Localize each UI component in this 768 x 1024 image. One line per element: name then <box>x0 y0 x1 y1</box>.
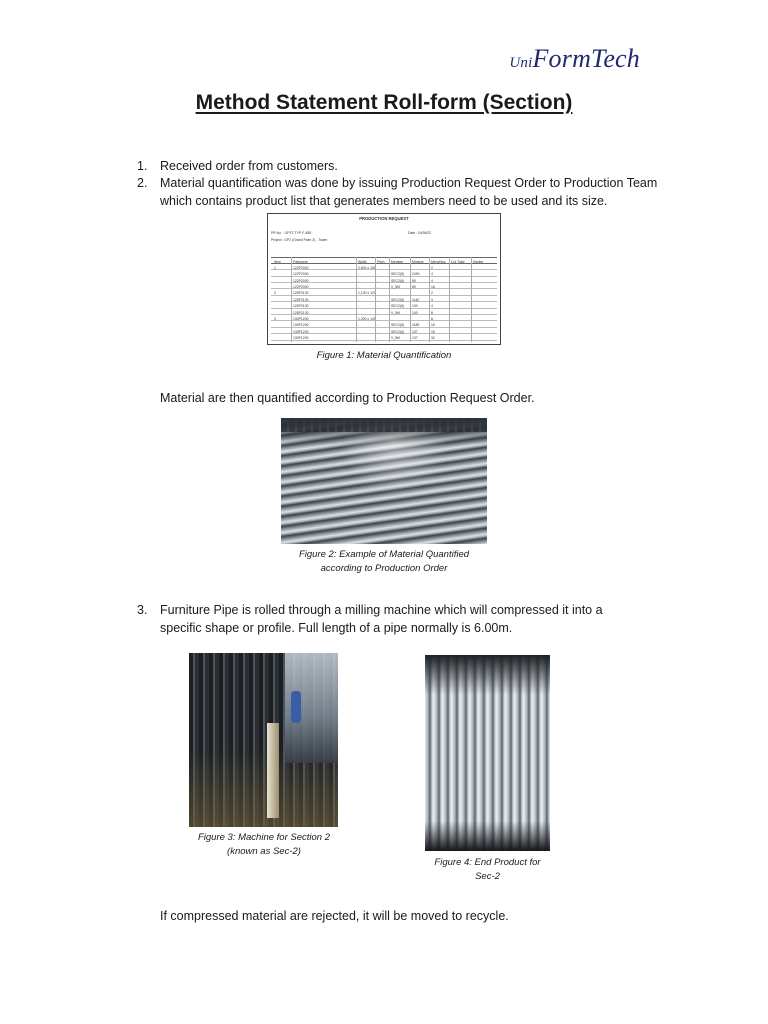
pr-table-row <box>271 284 497 289</box>
figure-4-caption: Figure 4: End Product for Sec-2 <box>434 857 541 882</box>
pr-table-row <box>271 291 497 296</box>
pr-table-row <box>271 310 497 315</box>
pr-table-row <box>271 278 497 283</box>
pr-cell: - <box>358 272 360 277</box>
pr-table-row <box>271 323 497 328</box>
pr-cell: 3 <box>274 316 276 321</box>
pr-column-divider <box>389 257 390 342</box>
pr-cell: 1140 <box>412 297 420 302</box>
pr-table-row <box>271 316 497 321</box>
pr-cell: 122P2000 <box>293 284 309 289</box>
step-3-text: Furniture Pipe is rolled through a milling machine which will compressed it into a specific shape or profile. Full length of a pipe normally is 6.00m. <box>160 603 603 635</box>
pr-cell: 4 <box>431 278 433 283</box>
pr-cell: 2 <box>431 291 433 296</box>
step-2-number: 2. <box>137 176 148 190</box>
pr-cell: 100 <box>412 304 418 309</box>
pr-cell: - <box>377 278 379 283</box>
pr-cell: 100 <box>412 310 418 315</box>
pr-cell: - <box>358 297 360 302</box>
pr-cell: SEC2(6) <box>391 329 405 334</box>
pr-cell: 2 <box>431 265 433 270</box>
pr-cell: - <box>358 304 360 309</box>
pr-cell: 4 <box>431 272 433 277</box>
pr-column-divider <box>449 257 450 342</box>
pr-cell: SEC2(8) <box>391 272 405 277</box>
pr-cell: 16 <box>431 284 435 289</box>
production-request-table <box>267 213 501 345</box>
pr-column-divider <box>291 257 292 342</box>
pr-cell: 125P2130 <box>293 310 309 315</box>
quantified-paragraph: Material are then quantified according to Production Request Order. <box>160 391 535 405</box>
company-logo <box>509 44 640 74</box>
pr-cell: 130P1200 <box>293 316 309 321</box>
pr-header-cell: Mem/Nos <box>431 259 446 264</box>
pr-cell: V_5M <box>391 310 400 315</box>
pr-cell: 89 <box>412 278 416 283</box>
pr-cell: - <box>377 304 379 309</box>
pr-cell: - <box>377 336 379 341</box>
pr-cell: - <box>358 278 360 283</box>
step-2-text: Material quantification was done by issuing Production Request Order to Production Team which contains product list that generates members need to be used and its size. <box>160 176 658 208</box>
pr-header-cell: Mmsize <box>412 259 424 264</box>
end-product-photo <box>425 655 550 851</box>
pr-cell: 122P2000 <box>293 272 309 277</box>
pr-header-row <box>271 257 497 264</box>
pr-cell: 130P1200 <box>293 329 309 334</box>
pr-cell: 2,600 x 151 <box>358 265 376 270</box>
pr-cell: 125P2130 <box>293 291 309 296</box>
pr-cell: 8 <box>431 310 433 315</box>
pr-table-row <box>271 265 497 270</box>
pr-cell: 125P2130 <box>293 304 309 309</box>
pr-header-cell: Cut Total <box>451 259 465 264</box>
pr-header-cell: Partname <box>293 259 308 264</box>
pr-header-cell: Width <box>358 259 367 264</box>
pr-cell: 125P2130 <box>293 297 309 302</box>
pr-number: PR No. : GP27-TYP-F-485 <box>271 231 312 235</box>
recycle-paragraph: If compressed material are rejected, it will be moved to recycle. <box>160 909 509 923</box>
pr-table-row <box>271 303 497 308</box>
figure-3-caption: Figure 3: Machine for Section 2 (known as Sec-2) <box>197 832 330 857</box>
pr-header-cell: Item <box>274 259 281 264</box>
pr-cell: 8 <box>431 316 433 321</box>
pr-header-cell: Member <box>391 259 404 264</box>
sec2-machine-photo <box>189 653 338 827</box>
pr-cell: - <box>377 284 379 289</box>
pr-cell: SEC2(6) <box>391 304 405 309</box>
pr-cell: - <box>377 272 379 277</box>
pr-cell: 3 <box>431 297 433 302</box>
pr-cell: V_5M <box>391 336 400 341</box>
pr-cell: 137 <box>412 336 418 341</box>
pr-cell: - <box>377 297 379 302</box>
step-3-number: 3. <box>137 603 148 617</box>
pr-cell: 137 <box>412 329 418 334</box>
pr-cell: - <box>358 336 360 341</box>
pr-cell: 130P1200 <box>293 323 309 328</box>
pr-cell: - <box>377 310 379 315</box>
pr-cell: 122P2000 <box>293 265 309 270</box>
pr-header-cell: Marker <box>473 259 484 264</box>
pr-cell: SEC2(8) <box>391 323 405 328</box>
material-pipes-photo <box>281 418 487 544</box>
pr-cell: 16 <box>431 323 435 328</box>
pr-cell: - <box>358 284 360 289</box>
pr-cell: 1189 <box>412 323 420 328</box>
pr-cell: 1,200 x 149 <box>358 316 376 321</box>
pr-date: Date : 04/06/22 <box>408 231 432 235</box>
pr-header-cell: Pitch <box>377 259 385 264</box>
pr-cell: 89 <box>412 284 416 289</box>
step-1-text: Received order from customers. <box>160 159 338 173</box>
step-1-number: 1. <box>137 159 148 173</box>
pr-column-divider <box>375 257 379 342</box>
pr-cell: 130P1200 <box>293 336 309 341</box>
pr-cell: 1 <box>274 265 276 270</box>
pr-cell: 1,130 x 120 <box>358 291 376 296</box>
pr-cell: SEC2(6) <box>391 278 405 283</box>
pr-column-divider <box>356 257 360 342</box>
figure-2-caption: Figure 2: Example of Material Quantified according to Production Order <box>298 549 470 574</box>
pr-column-divider <box>410 257 411 342</box>
pr-cell: - <box>377 329 379 334</box>
page-title: Method Statement Roll-form (Section) <box>195 91 573 114</box>
pr-table-row <box>271 297 497 302</box>
pr-cell: - <box>358 323 360 328</box>
pr-table-row <box>271 335 497 340</box>
figure-1-caption: Figure 1: Material Quantification <box>316 350 452 361</box>
logo-prefix: Uni <box>509 55 533 71</box>
pr-cell: - <box>377 323 379 328</box>
pr-cell: - <box>358 310 360 315</box>
pr-cell: SEC2(8) <box>391 297 405 302</box>
pr-table-row <box>271 271 497 276</box>
pr-cell: V_5M <box>391 284 400 289</box>
pr-project: Project : GP2 (Grand Palm 2) - Tower <box>271 238 328 242</box>
pr-cell: 2 <box>274 291 276 296</box>
pr-cell: 122P2000 <box>293 278 309 283</box>
pr-cell: 32 <box>431 336 435 341</box>
pr-cell: 16 <box>431 329 435 334</box>
logo-name: FormTech <box>532 44 640 73</box>
pr-column-divider <box>429 257 430 342</box>
pr-cell: 2490 <box>412 272 420 277</box>
pr-table-row <box>271 329 497 334</box>
pr-column-divider <box>471 257 472 342</box>
pr-title: PRODUCTION REQUEST <box>359 216 409 221</box>
pr-cell: - <box>358 329 360 334</box>
pr-cell: 4 <box>431 304 433 309</box>
